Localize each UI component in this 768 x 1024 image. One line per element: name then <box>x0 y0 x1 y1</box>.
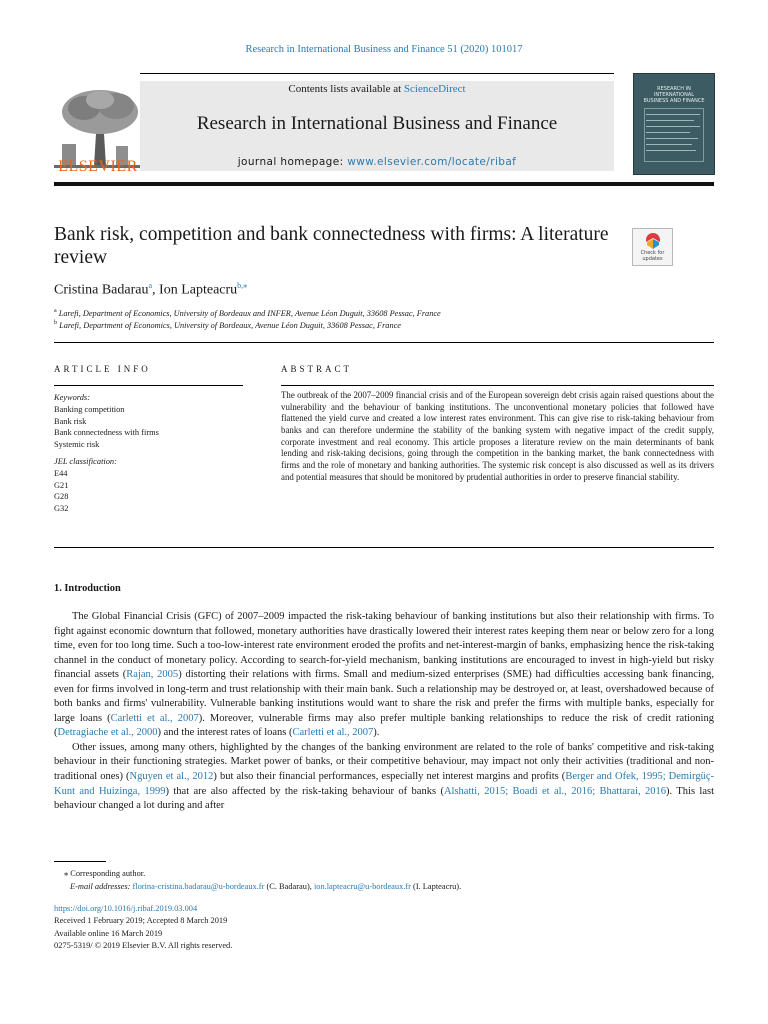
keyword: Bank connectedness with firms <box>54 428 159 438</box>
text-run: ) but also their financial performances, especially net interest margins and profits ( <box>213 771 566 783</box>
citation-link[interactable]: Carletti et al., 2007 <box>292 727 374 739</box>
masthead-top-rule <box>140 73 614 74</box>
contents-prefix: Contents lists available at <box>288 83 404 95</box>
text-run: ). Moreover, vulnerable firms may also prefer multiple banking relationships to reduce the risk of credit rationing ( <box>54 712 714 739</box>
cover-contents-box <box>644 108 704 162</box>
affiliation-a <box>54 308 441 318</box>
check-for-updates-badge[interactable] <box>632 228 673 266</box>
keywords-block <box>54 392 159 451</box>
text-run: Other issues, among many others, highlighted by the changes of the banking environment are related to the role of banks' competitive and risk-taking behaviour in their functioning strategies. Market power of banks, or their competitive behaviour, may impact not only their activities (traditional and non-traditional ones) ( <box>54 741 714 783</box>
author-affiliation-mark[interactable]: b,⁎ <box>237 281 248 290</box>
jel-block <box>54 456 117 515</box>
copyright-line: 0275-5319/ © 2019 Elsevier B.V. All rights reserved. <box>54 941 233 951</box>
text-run: ) that are also affected by the risk-taking behaviour of banks ( <box>165 785 444 797</box>
footnote-rule <box>54 861 106 862</box>
section-divider <box>54 547 714 548</box>
cover-line <box>646 150 696 151</box>
elsevier-wordmark: ELSEVIER <box>58 158 138 175</box>
keyword: Bank risk <box>54 416 87 426</box>
keywords-label: Keywords: <box>54 393 90 402</box>
masthead-bottom-rule <box>54 182 714 186</box>
email-link[interactable]: ion.lapteacru@u-bordeaux.fr <box>313 882 411 891</box>
cover-line <box>646 144 692 145</box>
cover-line <box>646 132 690 133</box>
text-run: ) and the interest rates of loans ( <box>157 727 293 739</box>
affiliation-b <box>54 320 401 330</box>
abstract-heading: ABSTRACT <box>281 364 353 374</box>
received-dates: Received 1 February 2019; Accepted 8 March 2019 <box>54 916 228 926</box>
email-link[interactable]: florina-cristina.badarau@u-bordeaux.fr <box>132 882 265 891</box>
text-run: The Global Financial Crisis (GFC) of 2007–2009 impacted the risk-taking behaviour of banking institutions but also their relationship with firms. To fight against economic downturn that followed, monetary authorities have drastically lowered their interest rates keeping them near or below zero for a long time, even for too long time. Such a too-low-interest rate environment eroded the profits and net-interest-margin of banks, emphasizing hence the risk-taking channel in the conduct of monetary policy. According to search-for-yield mechanism, banking institutions are encouraged to invest in high-yield but risky financial assets ( <box>54 611 714 681</box>
email-label: E-mail addresses: <box>70 882 131 891</box>
section-heading-introduction: 1. Introduction <box>54 583 121 594</box>
homepage-link[interactable]: www.elsevier.com/locate/ribaf <box>347 156 517 168</box>
crossmark-label: Check for updates <box>640 250 665 262</box>
jel-code: G28 <box>54 492 69 502</box>
jel-code: E44 <box>54 468 68 478</box>
citation-link[interactable]: Alshatti, 2015; Boadi et al., 2016; Bhattarai, 2016 <box>443 785 667 797</box>
jel-code: G21 <box>54 480 69 490</box>
introduction-body <box>54 610 714 814</box>
journal-header-box <box>140 81 614 171</box>
email-owner: (I. Lapteacru). <box>413 882 462 891</box>
crossmark-icon <box>646 233 660 249</box>
cover-line <box>646 126 700 127</box>
email-owner: (C. Badarau), <box>266 882 312 891</box>
jel-code: G32 <box>54 504 69 514</box>
available-online-date: Available online 16 March 2019 <box>54 928 163 938</box>
cover-line <box>646 138 698 139</box>
author-name: Cristina Badarau <box>54 282 149 298</box>
paragraph <box>54 741 714 814</box>
text-run: ). This last behaviour changed a lot during and after <box>54 785 715 812</box>
journal-cover-thumbnail <box>633 73 715 175</box>
abstract-text: The outbreak of the 2007–2009 financial crisis and of the European sovereign debt crisis again raised questions about the vulnerability and the behaviour of banking institutions. The unconventional monetary policies that followed have flattened the yield curve and created a low interest rates environment. This can give rise to risk-taking behaviour from banks and can therefore undermine the stability of the banking system with negative impact of the credit supply, corporate investment and real economy. This article proposes a literature review on the main determinants of bank lending and risk-taking decisions, going through the competition in the banking market, the bank connectedness with firms and the role of monetary and banking authorities. The systemic risk concept is also discussed as well as its drivers and potential measures that should be monitored by prudential authorities in order to preserve financial stability. <box>281 390 714 482</box>
author-name: Ion Lapteacru <box>159 282 238 298</box>
text-run: ) distorting their relations with firms. Small and medium-sized enterprises (SME) had difficulties accessing bank financing, even for firms involved in long-term and trust relationship with their main bank. Such a relationship may be destroyed or, at least, overshadowed because of both banks and firms' vulnerability. Vulnerable banking institutions would want to share the risk and prefer the firms with multiple banks, especially for large loans ( <box>54 669 715 724</box>
email-line <box>64 880 461 893</box>
cover-line <box>646 120 694 121</box>
affiliation-mark: b <box>54 320 57 326</box>
citation-link[interactable]: Carletti et al., 2007 <box>110 712 199 724</box>
journal-masthead <box>54 72 714 184</box>
abstract-rule <box>281 385 714 386</box>
affiliation-mark: a <box>54 308 57 314</box>
article-info-rule <box>54 385 243 386</box>
author-list <box>54 281 247 299</box>
citation-link[interactable]: Detragiache et al., 2000 <box>57 727 158 739</box>
cover-line <box>646 114 700 115</box>
author-affiliation-mark[interactable]: a <box>148 281 153 290</box>
contents-availability <box>140 83 614 95</box>
affiliation-text: Larefi, Department of Economics, University of Bordeaux and INFER, Avenue Léon Duguit, 33608 Pessac, France <box>58 308 441 318</box>
sciencedirect-link[interactable]: ScienceDirect <box>403 83 466 95</box>
citation-link[interactable]: Nguyen et al., 2012 <box>129 771 214 783</box>
article-title: Bank risk, competition and bank connectedness with firms: A literature review <box>54 224 609 268</box>
corresponding-author-note: ⁎ Corresponding author. <box>64 869 146 878</box>
journal-homepage <box>140 156 614 168</box>
footnote-block <box>64 867 461 893</box>
keyword: Systemic risk <box>54 440 100 450</box>
doi-link[interactable]: https://doi.org/10.1016/j.ribaf.2019.03.004 <box>54 904 198 913</box>
homepage-prefix: journal homepage: <box>237 156 348 168</box>
journal-title: Research in International Business and Finance <box>196 113 558 134</box>
text-run: ). <box>373 727 380 739</box>
jel-label: JEL classification: <box>54 457 117 466</box>
citation-link[interactable]: Rajan, 2005 <box>126 669 179 681</box>
citation-link[interactable]: Berger and Ofek, 1995; Demirgüç-Kunt and Huizinga, 1999 <box>54 771 714 797</box>
article-info-heading: ARTICLE INFO <box>54 364 151 374</box>
section-divider <box>54 342 714 343</box>
affiliation-text: Larefi, Department of Economics, University of Bordeaux, Avenue Léon Duguit, 33608 Pessac, France <box>59 320 401 330</box>
keyword: Banking competition <box>54 404 125 414</box>
cover-title: RESEARCH IN INTERNATIONAL BUSINESS AND FINANCE <box>643 86 705 104</box>
journal-citation[interactable]: Research in International Business and Finance 51 (2020) 101017 <box>245 44 523 55</box>
publication-info <box>54 903 232 953</box>
author-separator: , <box>152 282 160 298</box>
paragraph <box>54 610 714 741</box>
